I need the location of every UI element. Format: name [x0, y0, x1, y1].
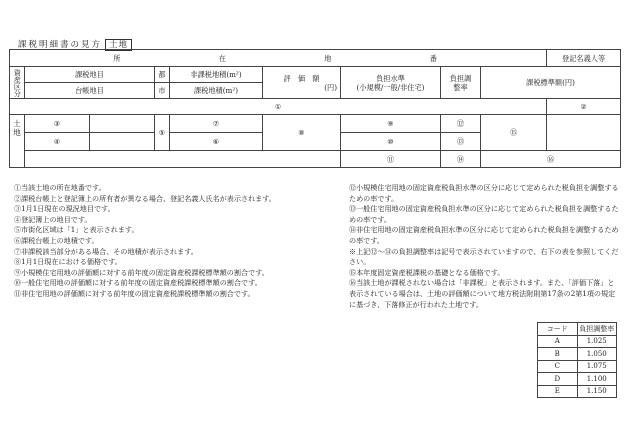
- cell-15-blank: [547, 115, 621, 151]
- note-left-8: ⑧1月1日現在における価格です。: [14, 257, 122, 267]
- rate-cell: 1.150: [577, 385, 617, 398]
- rate-cell: 1.100: [577, 373, 617, 386]
- header-std-amount: 課税標準額(円): [481, 67, 621, 99]
- note-left-2: ②課税台帳上と登記簿上の所有者が異なる場合、登記名義人氏名が表示されます。: [14, 193, 276, 203]
- land-label: [10, 119, 24, 163]
- cell-10: ⑩: [341, 133, 441, 151]
- header-toshi: 都: [155, 67, 170, 83]
- table-row: [538, 385, 617, 398]
- land-label-text: 土地: [13, 119, 21, 138]
- cell-14: ⑭: [441, 151, 481, 168]
- code-cell: C: [538, 360, 578, 373]
- cell-1: ①: [10, 99, 547, 115]
- note-right-12: ⑫小規模住宅用地の固定資産税負担水準の区分に応じて定められた税負担を調整するための率です。: [349, 183, 619, 203]
- note-left-7: ⑦非課税該当部分がある場合、その地積が表示されます。: [14, 246, 198, 256]
- cell-3-blank: [90, 115, 155, 133]
- rate-header: 負担調整率: [577, 323, 617, 336]
- cell-2: ②: [547, 99, 621, 115]
- code-header: コード: [538, 323, 578, 336]
- cell-4-blank: [90, 133, 155, 151]
- header-burden-rate: 負担調整率: [441, 67, 481, 99]
- notes-right: [349, 183, 619, 310]
- cell-16: ⑯: [481, 151, 621, 168]
- cell-3: ③: [25, 115, 90, 133]
- note-left-11: ⑪非住宅用地の評価額に対する前年度の固定資産税課税標準額の割合です。: [14, 288, 255, 298]
- rate-cell: 1.050: [577, 348, 617, 361]
- note-right-14: ⑭非住宅用地の固定資産税負担水準の区分に応じて定められた税負担を調整するための率です。: [349, 225, 619, 245]
- header-nontax-area: 非課税地積(m²): [170, 67, 263, 83]
- page-title-text: 課税明細書の見方: [18, 40, 103, 50]
- table-row: [538, 360, 617, 373]
- cell-9: ⑨: [341, 115, 441, 133]
- rate-cell: 1.075: [577, 360, 617, 373]
- notes-left: [14, 183, 334, 300]
- cell-11: ⑪: [341, 151, 441, 168]
- rate-cell: 1.025: [577, 335, 617, 348]
- header-value: 評 価 額 (円): [263, 67, 341, 99]
- note-right-13: ⑬一般住宅用地の固定資産税負担水準の区分に応じて定められた税負担を調整するための率です。: [349, 204, 619, 224]
- header-area-class: 資産区分: [10, 67, 25, 99]
- cell-5: ⑤: [155, 115, 170, 151]
- note-right-15: ⑮本年度固定資産税課税の基礎となる価格です。: [349, 267, 505, 277]
- note-left-9: ⑨小規模住宅用地の評価額に対する前年度の固定資産税課税標準額の割合です。: [14, 267, 269, 277]
- cell-4: ④: [25, 133, 90, 151]
- cell-12: ⑫: [441, 115, 481, 133]
- code-cell: A: [538, 335, 578, 348]
- note-left-10: ⑩一般住宅用地の評価額に対する前年度の固定資産税課税標準額の割合です。: [14, 278, 262, 288]
- header-location: 所 在 地 番: [10, 50, 547, 67]
- table-row: [538, 348, 617, 361]
- code-cell: D: [538, 373, 578, 386]
- table-row: [538, 335, 617, 348]
- header-tax-chimoku: 課税地目: [25, 67, 155, 83]
- cell-7: ⑦: [170, 115, 263, 133]
- land-label-cell: [10, 115, 25, 168]
- burden-rate-code-table: [537, 322, 617, 398]
- land-tag: 土地: [105, 39, 132, 51]
- note-right-16: ⑯当該土地が課税されない場合は「非課税」と表示されます。また、「評価下落」と表示されている場合は、土地の評価額について地方税法附則第17条の2第1項の規定に基づき、下落修正が行われた土地です。: [349, 278, 616, 309]
- note-right-ref: ※上記⑫～⑭の負担調整率は記号で表示されていますので、右下の表を参照してください。: [349, 246, 619, 267]
- table-row: [538, 373, 617, 386]
- tax-statement-table: [9, 49, 621, 168]
- cell-15: ⑮: [481, 115, 547, 151]
- code-cell: B: [538, 348, 578, 361]
- header-ledger-chimoku: 台帳地目: [25, 83, 155, 99]
- cell-8: ⑧: [263, 115, 341, 151]
- cell-6: ⑥: [170, 133, 263, 151]
- note-left-1: ①当該土地の所在地番です。: [14, 183, 106, 192]
- header-owner: 登記名義人等: [547, 50, 621, 67]
- code-cell: E: [538, 385, 578, 398]
- note-left-3: ③1月1日現在の現況地目です。: [14, 204, 115, 214]
- header-tax-area: 課税地積(m²): [170, 83, 263, 99]
- row-blank: [25, 151, 341, 168]
- header-burden-level: 負担水準 (小規模/一般/非住宅): [341, 67, 441, 99]
- note-left-6: ⑥課税台帳上の地積です。: [14, 235, 99, 245]
- note-left-4: ④登記簿上の地目です。: [14, 214, 92, 224]
- cell-13: ⑬: [441, 133, 481, 151]
- note-left-5: ⑤市街化区域は「1」と表示されます。: [14, 225, 139, 235]
- header-shi: 市: [155, 83, 170, 99]
